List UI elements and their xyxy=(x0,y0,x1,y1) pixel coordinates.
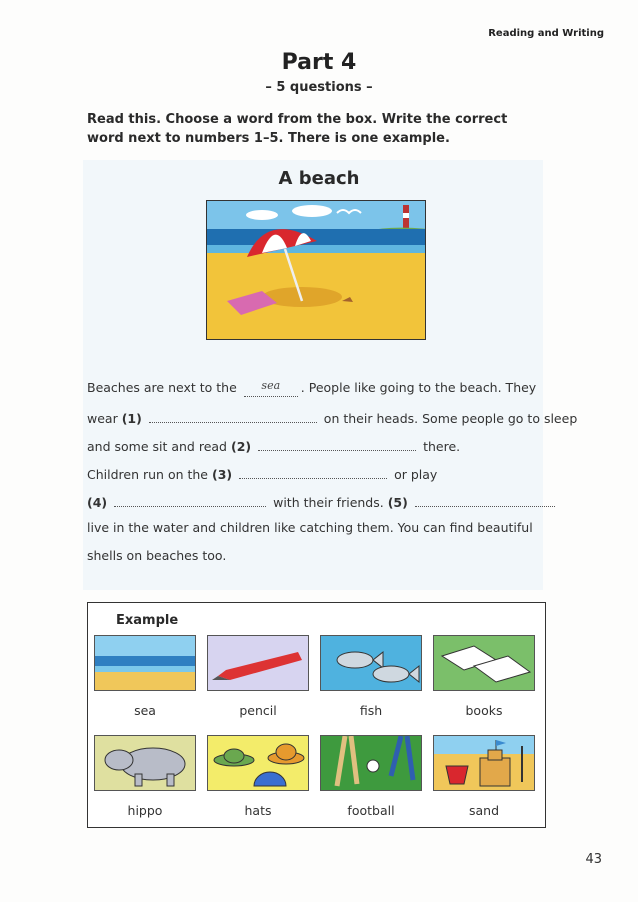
books-picture xyxy=(433,635,535,691)
word-card-pencil xyxy=(207,635,309,718)
question-number-5: (5) xyxy=(387,495,408,510)
story-text-segment: Beaches are next to the xyxy=(87,380,237,395)
story-line-4 xyxy=(87,464,547,492)
page-number: 43 xyxy=(585,852,602,867)
answer-gap-4[interactable] xyxy=(114,492,266,507)
story-line-3 xyxy=(87,436,547,464)
story-text-segment: and some sit and read xyxy=(87,439,227,454)
story-line-2 xyxy=(87,408,578,436)
story-text-segment: with their friends. xyxy=(273,495,384,510)
word-hippo: hippo xyxy=(127,803,163,818)
story-title: A beach xyxy=(278,168,360,189)
sand-picture xyxy=(433,735,535,791)
football-picture xyxy=(320,735,422,791)
part-title: Part 4 xyxy=(281,50,357,75)
word-card-hats xyxy=(207,735,309,818)
part-subtitle: – 5 questions – xyxy=(265,80,373,95)
story-text-segment: . People like going to the beach. They xyxy=(300,380,537,395)
beach-scene-illustration xyxy=(206,200,426,340)
word-fish: fish xyxy=(359,703,383,718)
hippo-picture xyxy=(94,735,196,791)
story-line-6: live in the water and children like catching them. You can find beautiful xyxy=(87,520,533,535)
answer-gap-2[interactable] xyxy=(258,436,416,451)
word-card-fish xyxy=(320,635,422,718)
story-line-7: shells on beaches too. xyxy=(87,548,227,563)
answer-gap-1[interactable] xyxy=(149,408,317,423)
question-number-1: (1) xyxy=(121,411,142,426)
pencil-picture xyxy=(207,635,309,691)
hats-picture xyxy=(207,735,309,791)
instructions: Read this. Choose a word from the box. Write the correct word next to numbers 1–5. There is one example. xyxy=(87,112,508,146)
word-books: books xyxy=(465,703,503,718)
story-text-segment: wear xyxy=(87,411,118,426)
example-answer-gap xyxy=(244,379,298,397)
sea-picture xyxy=(94,635,196,691)
question-number-3: (3) xyxy=(211,467,233,482)
word-card-sea xyxy=(94,635,196,718)
story-text-segment: on their heads. Some people go to sleep xyxy=(323,411,578,426)
word-football: football xyxy=(347,803,395,818)
word-hats: hats xyxy=(244,803,272,818)
example-answer: sea xyxy=(261,379,281,392)
word-sea: sea xyxy=(134,703,156,718)
question-number-2: (2) xyxy=(230,439,252,454)
fish-picture xyxy=(320,635,422,691)
story-text-segment: there. xyxy=(423,439,461,454)
word-card-books xyxy=(433,635,535,718)
story-text-segment: Children run on the xyxy=(87,467,208,482)
answer-gap-5[interactable] xyxy=(415,492,555,507)
story-line-1 xyxy=(87,380,547,408)
word-sand: sand xyxy=(468,803,500,818)
word-card-sand xyxy=(433,735,535,818)
word-box-example-label: Example xyxy=(116,613,179,628)
story-text-segment: or play xyxy=(394,467,438,482)
word-card-football xyxy=(320,735,422,818)
word-card-hippo xyxy=(94,735,196,818)
question-number-4: (4) xyxy=(87,495,108,510)
story-line-5 xyxy=(87,492,547,520)
answer-gap-3[interactable] xyxy=(239,464,387,479)
story-text xyxy=(87,379,578,576)
word-pencil: pencil xyxy=(239,703,277,718)
word-box xyxy=(87,602,546,828)
section-header: Reading and Writing xyxy=(488,28,604,39)
